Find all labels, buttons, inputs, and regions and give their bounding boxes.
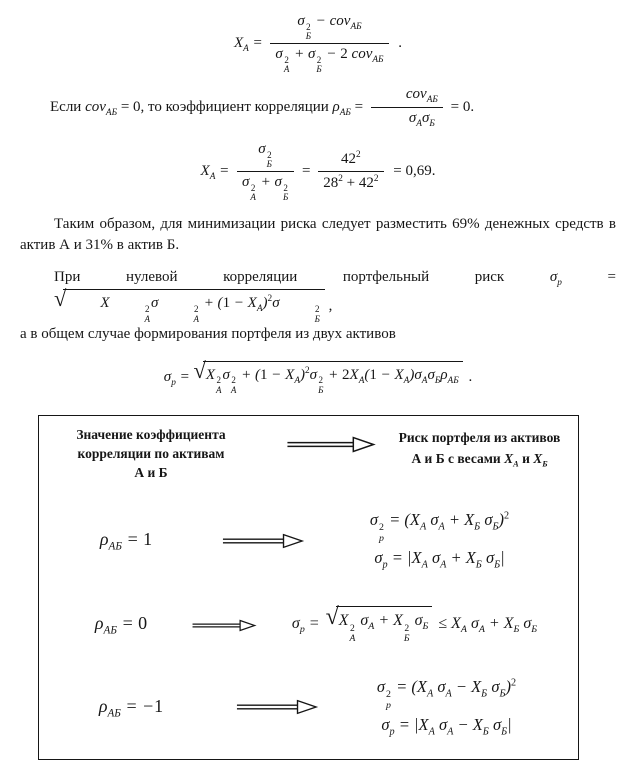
box-header-left (51, 426, 251, 483)
implies-arrow-icon (235, 699, 319, 715)
fraction-denominator: $28^2 + 42^2$ (323, 173, 379, 191)
text-run: , (324, 298, 333, 315)
fraction (371, 85, 443, 130)
row-label: $\rho_{АБ} = 0$ (94, 613, 148, 637)
radicand: X 2 А σ 2 А + $(1 - X_А)^2\sigma$ 2 Б (63, 289, 325, 324)
text-run: = (350, 98, 367, 115)
equation: σ 2 p = ($X_А$ $\sigma_А + X_Б$ $\sigma_Б)^2$ (369, 510, 510, 544)
fraction (237, 140, 294, 203)
radicand: X 2 А σ 2 А + $(1 - X_А)^2\sigma$ 2 Б + $2X_А(1 - X_А)\sigma_А\sigma_Б\rho_{АБ}$ (203, 361, 463, 396)
fraction-numerator: cov$_{АБ}$ (371, 85, 443, 108)
text-run: = (561, 268, 616, 285)
formula-xa-value (20, 140, 616, 203)
fraction-denominator: σ 2 А + σ 2 Б − 2 cov$_{АБ}$ (275, 45, 384, 75)
box-row-rho-1 (51, 509, 566, 572)
radical-sign-icon: √ (193, 357, 206, 383)
header-left-line: А и Б (134, 465, 168, 481)
text-run: Если (50, 98, 86, 115)
header-right-line (393, 449, 566, 471)
fraction-denominator: σ 2 А + σ 2 Б (242, 173, 289, 202)
text-run: = 0, то коэффициент корреляции (117, 98, 333, 115)
text-run: При нулевой корреляции портфельный риск (54, 268, 550, 285)
radical-sign-icon: √ (325, 604, 339, 631)
text-run: А и Б с весами (411, 450, 505, 466)
formula-xa-general (20, 12, 616, 75)
fraction-denominator: $\sigma_А\sigma_Б$ (408, 109, 435, 129)
math-xa: $X_А$ (504, 450, 519, 469)
math-cov: cov$_{АБ}$ (85, 98, 118, 118)
row-label: $\rho_{АБ} = -1$ (98, 695, 164, 720)
implies-arrow-icon (221, 533, 305, 549)
equation-lhs: $\sigma_p$ = (291, 615, 320, 636)
equation: σ 2 p = ($X_А$ $\sigma_А - X_Б$ $\sigma_Б)^2$ (376, 676, 517, 711)
equation: $\sigma_p = |X_А$ $\sigma_А - X_Б$ $\sigma_Б|$ (381, 714, 512, 738)
row-equations (313, 509, 566, 572)
paragraph-takim: Таким образом, для минимизации риска следует разместить 69% денежных средств в актив А и 31% в актив Б. (20, 216, 616, 253)
formula-lhs: $X_А$ = (200, 162, 230, 182)
paragraph-continuation: а в общем случае формирования портфеля из двух активов (20, 326, 396, 343)
equals-sign: = (302, 162, 311, 179)
formula-result: = 0,69. (393, 162, 436, 179)
math-rho: $\rho_{АБ}$ (332, 98, 351, 118)
box-header-right (393, 426, 566, 471)
formula-sigma-general (20, 357, 616, 396)
implies-arrow-icon (191, 619, 257, 632)
fraction (270, 12, 388, 75)
box-row-rho-minus-1 (51, 676, 566, 739)
row-equations (327, 676, 566, 739)
header-right-line: Риск портфеля из активов (398, 430, 561, 446)
formula-period: . (398, 34, 403, 51)
equation: $\sigma_p = |X_А$ $\sigma_А + X_Б$ $\sigma_Б|$ (374, 548, 505, 571)
row-label: $\rho_{АБ} = 1$ (99, 528, 153, 553)
radicand: X 2 А $\sigma_А + X$ 2 Б $\sigma_Б$ (336, 606, 433, 643)
implies-arrow-icon (285, 436, 377, 459)
formula-lhs: $X_А$ = (233, 34, 263, 54)
fraction (318, 149, 383, 193)
equation-rhs: ≤ $X_А$ $\sigma_А + X_Б$ $\sigma_Б$ (438, 615, 538, 636)
formula-period: . (468, 369, 473, 386)
box-header (51, 426, 566, 483)
header-left-line: корреляции по активам (77, 446, 225, 462)
square-root (193, 357, 462, 396)
header-left-line: Значение коэффициента (76, 427, 226, 443)
math-xb: $X_Б$ (533, 450, 548, 469)
paragraph-pri (20, 267, 616, 345)
text-run: и (518, 450, 534, 466)
text-run: = 0. (446, 98, 475, 115)
correlation-risk-box (38, 415, 579, 760)
paragraph-esli (20, 85, 616, 130)
fraction-numerator: $42^2$ (318, 149, 383, 172)
fraction-numerator: σ 2 Б − cov$_{АБ}$ (270, 12, 388, 44)
square-root (20, 286, 325, 324)
fraction-numerator: σ 2 Б (237, 140, 294, 172)
math-sigma-p: $\sigma_p$ (549, 268, 562, 288)
radical-sign-icon: √ (54, 286, 67, 312)
formula-lhs: $\sigma_p$ = (163, 369, 190, 389)
